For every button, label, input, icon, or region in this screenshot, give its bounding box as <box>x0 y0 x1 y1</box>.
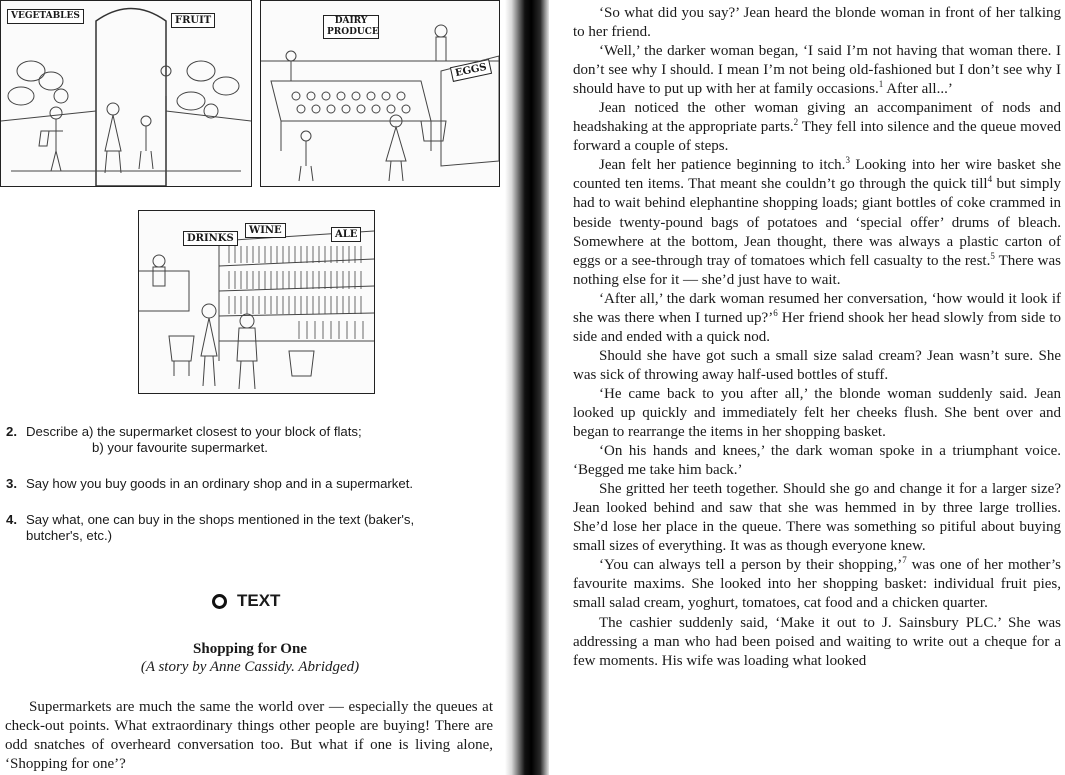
illustration-dairy-eggs <box>260 0 500 187</box>
paragraph-7: ‘He came back to you after all,’ the blonde woman suddenly said. Jean looked up quickly and immediately felt her cheeks flush. She bent over and began to rearrange the items in her shopping basket. <box>573 385 1061 441</box>
story-intro: Supermarkets are much the same the world over — especially the queues at check-out points. What extraordinary things other people are buying! There are odd snatches of overheard conversation too. But what if one is living alone, ‘Shopping for one’? <box>5 699 493 772</box>
question-4 <box>6 512 414 544</box>
vegetables-fruit-drawing <box>1 1 251 186</box>
sign-dairy-produce: DAIRY PRODUCE <box>323 15 379 39</box>
paragraph-8: ‘On his hands and knees,’ the dark woman spoke in a triumphant voice. ‘Begged me take him back.’ <box>573 443 1061 479</box>
sign-wine: WINE <box>245 223 286 238</box>
paragraph-10: ‘You can always tell a person by their shopping,’$^7$ was one of her mother’s favourite maxims. She looked into her shopping basket: individual fruit pies, small salad cream, yoghurt, tomatoes, cat food and a chicken quarter. <box>573 555 1062 612</box>
paragraph-1: ‘So what did you say?’ Jean heard the blonde woman in front of her talking to her friend. <box>573 5 1061 41</box>
circle-bullet-icon <box>212 594 227 609</box>
paragraph-5: ‘After all,’ the dark woman resumed her conversation, ‘how would it look if she was there when I turned up?’$^6$ Her friend shook her head slowly from side to side and ended with a quick nod. <box>573 290 1061 345</box>
paragraph-3: Jean noticed the other woman giving an accompaniment of nods and headshaking at the appropriate parts.$^2$ They fell into silence and the queue moved forward a couple of steps. <box>573 100 1061 155</box>
illustration-drinks-wine-ale <box>138 210 375 394</box>
question-3 <box>6 476 413 492</box>
question-text: Say how you buy goods in an ordinary shop and in a supermarket. <box>26 476 414 491</box>
dairy-eggs-drawing <box>261 1 499 186</box>
question-number: 4. <box>6 512 17 527</box>
illustration-vegetables-fruit <box>0 0 252 187</box>
sign-vegetables: VEGETABLES <box>7 9 84 24</box>
sign-fruit: FRUIT <box>171 13 215 28</box>
story-subtitle: (A story by Anne Cassidy. Abridged) <box>140 659 360 675</box>
question-text: Describe a) the supermarket closest to your block of flats; b) your favourite supermarket. <box>26 424 362 455</box>
question-2 <box>6 424 362 456</box>
section-heading <box>212 591 280 611</box>
paragraph-4: Jean felt her patience beginning to itch.$^3$ Looking into her wire basket she counted ten items. That meant she couldn’t go through the quick till$^4$ but simply had to wait behind elephantine shopping loads; giant bottles of coke crammed in beside twenty-pound bags of potatoes and ‘special offer’ drums of bleach. Somewhere at the bottom, Jean thought, there was always a plastic carton of eggs or a see-through tray of tomatoes which fell casualty to the rest.$^5$ There was nothing else for it — she’d just have to wait. <box>573 155 1061 288</box>
section-label: TEXT <box>237 591 281 610</box>
paragraph-11: The cashier suddenly said, ‘Make it out to J. Sainsbury PLC.’ She was addressing a man who had been poised and waiting to write out a cheque for a few moments. His wife was loading what looked <box>573 614 1061 669</box>
paragraph-6: Should she have got such a small size salad cream? Jean wasn’t sure. She was sick of throwing away half-used bottles of stuff. <box>573 347 1061 383</box>
paragraph-9: She gritted her teeth together. Should she go and change it for a larger size? Jean looked behind and saw that she was hemmed in by three large trollies. She’d lose her place in the queue. There was something so pitiful about buying small sizes of everything. It was as though everyone knew. <box>573 481 1061 555</box>
paragraph-2: ‘Well,’ the darker woman began, ‘I said I’m not having that woman there. I don’t see why I should. I mean I’m not being old-fashioned but I don’t see why I should have to put up with her at family occasions.$^1$ After all...’ <box>573 43 1061 98</box>
sign-eggs: EGGS <box>450 59 492 82</box>
story-text-column <box>573 4 1061 671</box>
sign-drinks: DRINKS <box>183 231 238 246</box>
story-title: Shopping for One <box>193 641 307 657</box>
question-number: 2. <box>6 424 17 439</box>
book-spine-shadow <box>505 0 549 775</box>
sign-ale: ALE <box>331 227 361 242</box>
question-number: 3. <box>6 476 17 491</box>
question-text: Say what, one can buy in the shops mentioned in the text (baker's, butcher's, etc.) <box>26 512 415 543</box>
